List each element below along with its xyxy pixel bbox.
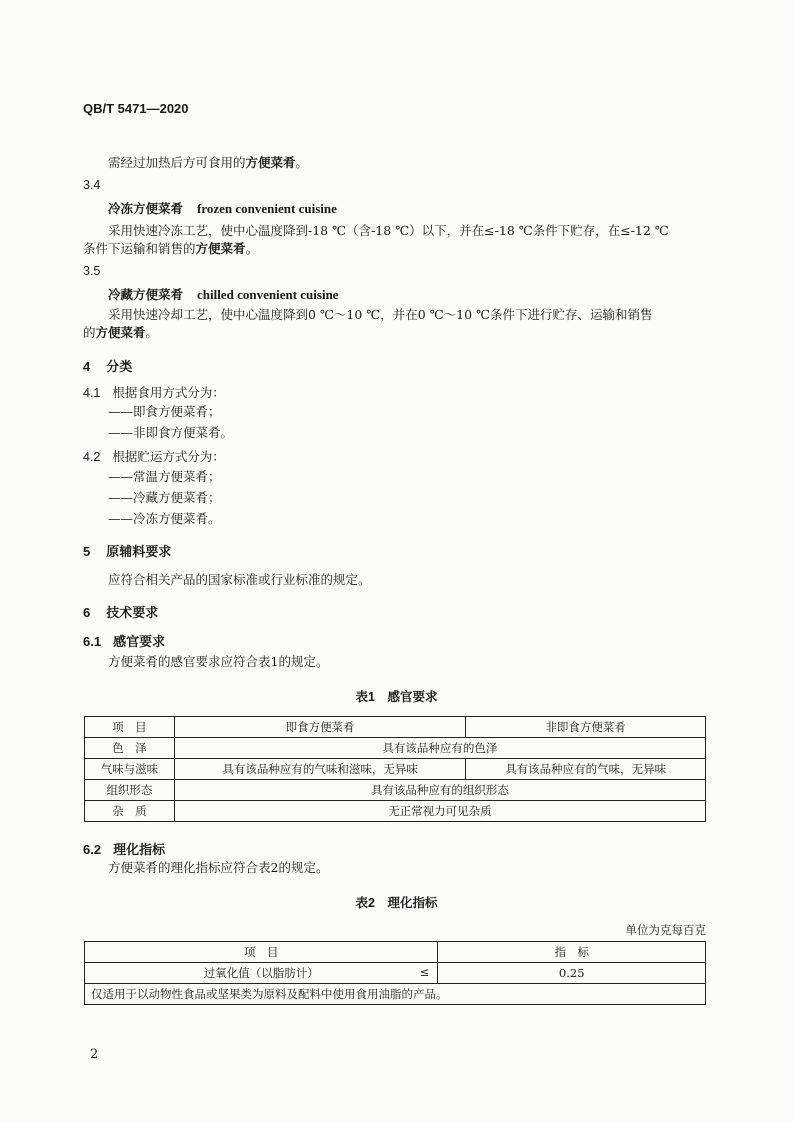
s34-def-line2 [83, 240, 258, 258]
s62-number: 6.2 [83, 842, 102, 857]
s41-text: 根据食用方式分为： [112, 385, 225, 400]
table-cell: 具有该品种应有的组织形态 [174, 780, 705, 801]
table-cell: 杂 质 [85, 801, 175, 822]
table-cell [85, 963, 438, 984]
s34-def2-period: 。 [245, 241, 259, 256]
s42-number: 4.2 [83, 450, 101, 464]
s35-term-cn: 冷藏方便菜肴 [108, 287, 184, 302]
s42-text: 根据贮运方式分为： [112, 449, 225, 464]
table-row [85, 942, 706, 963]
s35-term-en: chilled convenient cuisine [197, 287, 339, 302]
s34-term-cn: 冷冻方便菜肴 [108, 201, 184, 216]
s35-def2-term: 方便菜肴 [95, 325, 146, 340]
table2-operator: ≤ [419, 965, 430, 979]
s35-def-line1: 采用快速冷却工艺，使中心温度降到0 ℃～10 ℃，并在0 ℃～10 ℃条件下进行贮存、运输和销售 [108, 307, 653, 322]
table1 [84, 716, 706, 822]
list-item: ——常温方便菜肴； [108, 469, 221, 484]
s62-text: 方便菜肴的理化指标应符合表2的规定。 [108, 860, 329, 875]
s5-title: 原辅料要求 [106, 544, 172, 559]
table2-unit: 单位为克每百克 [625, 923, 706, 937]
table-header-cell: 非即食方便菜肴 [466, 717, 706, 738]
table-header-cell: 项 目 [85, 717, 175, 738]
table2-caption: 表2 理化指标 [355, 896, 438, 910]
s34-def2-term: 方便菜肴 [195, 241, 246, 256]
table-cell: 具有该品种应有的色泽 [174, 738, 705, 759]
table-row [85, 801, 706, 822]
s61-number: 6.1 [83, 634, 102, 649]
table-cell: 无正常视力可见杂质 [174, 801, 705, 822]
s4-number: 4 [83, 359, 91, 374]
s6-heading [83, 602, 158, 621]
list-item: ——非即食方便菜肴。 [108, 425, 234, 440]
s35-def2-text: 的 [83, 325, 96, 340]
s42-line [83, 448, 225, 466]
s41-number: 4.1 [83, 386, 101, 400]
table-row [85, 984, 706, 1005]
s33-period: 。 [295, 155, 309, 170]
s62-heading [83, 839, 165, 858]
table-row [85, 780, 706, 801]
s35-term [108, 286, 339, 304]
s62-title: 理化指标 [113, 842, 166, 857]
table2 [84, 941, 706, 1005]
list-item: ——即食方便菜肴； [108, 404, 221, 419]
s34-term [108, 200, 337, 218]
s34-def2-text: 条件下运输和销售的 [83, 241, 196, 256]
list-item: ——冷冻方便菜肴。 [108, 511, 221, 526]
table-cell: 0.25 [438, 963, 706, 984]
table-cell: 气味与滋味 [85, 759, 175, 780]
s35-def2-period: 。 [145, 325, 159, 340]
s35-def-line2 [83, 324, 158, 342]
page-number: 2 [90, 1047, 99, 1062]
table-row [85, 963, 706, 984]
s34-term-en: frozen convenient cuisine [197, 201, 337, 216]
table2-note: 仅适用于以动物性食品或坚果类为原料及配料中使用食用油脂的产品。 [85, 984, 706, 1005]
s33-continuation [108, 154, 308, 172]
s33-text: 需经过加热后方可食用的 [108, 155, 246, 170]
table-cell: 具有该品种应有的气味和滋味，无异味 [174, 759, 466, 780]
table-cell: 色 泽 [85, 738, 175, 759]
s34-number: 3.4 [83, 178, 101, 192]
table-cell: 具有该品种应有的气味，无异味 [466, 759, 706, 780]
table1-caption: 表1 感官要求 [355, 690, 438, 704]
s4-title: 分类 [106, 359, 133, 374]
table-cell: 组织形态 [85, 780, 175, 801]
table-row [85, 717, 706, 738]
s61-title: 感官要求 [113, 634, 166, 649]
s33-term-ref: 方便菜肴 [245, 155, 296, 170]
s6-title: 技术要求 [106, 605, 159, 620]
table-row [85, 738, 706, 759]
table-row [85, 759, 706, 780]
s35-number: 3.5 [83, 264, 101, 278]
s6-number: 6 [83, 605, 91, 620]
table-header-cell: 即食方便菜肴 [174, 717, 466, 738]
s5-heading [83, 541, 171, 560]
s5-text: 应符合相关产品的国家标准或行业标准的规定。 [108, 572, 371, 587]
table2-item-label: 过氧化值（以脂肪计） [203, 966, 319, 980]
standard-number-header: QB/T 5471—2020 [83, 101, 189, 116]
s34-def-line1: 采用快速冷冻工艺，使中心温度降到-18 ℃（含-18 ℃）以下，并在≤-18 ℃条件下贮存，在≤-12 ℃ [108, 223, 669, 238]
s4-heading [83, 356, 132, 375]
s41-line [83, 384, 225, 402]
table-header-cell: 指 标 [438, 942, 706, 963]
s61-heading [83, 631, 165, 650]
s61-text: 方便菜肴的感官要求应符合表1的规定。 [108, 654, 329, 669]
table-header-cell: 项 目 [85, 942, 438, 963]
list-item: ——冷藏方便菜肴； [108, 490, 221, 505]
s5-number: 5 [83, 544, 91, 559]
